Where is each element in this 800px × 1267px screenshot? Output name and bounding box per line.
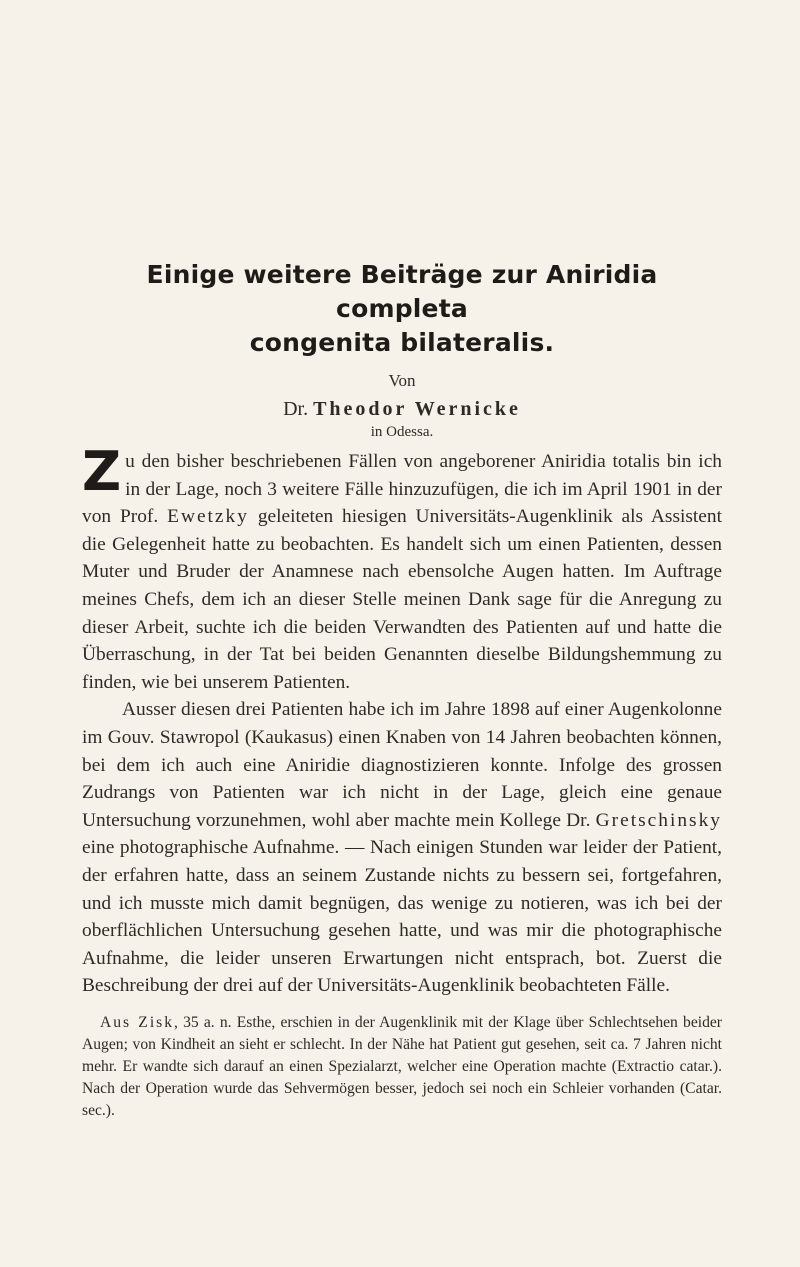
paragraph-1-text-a: u den bisher beschriebenen Fällen von angeborener Aniridia totalis bin ich in der Lage, noch 3 weitere Fälle hinzuzufügen, die ich im April 1901 in der von Prof. [82,451,722,528]
case-paragraph [82,1012,722,1122]
article-body [82,440,722,1000]
paragraph-2 [82,696,722,1000]
paragraph-1 [82,440,722,696]
author-prefix: Dr. [283,398,309,420]
name-ewetzky: Ewetzky [167,506,249,528]
paragraph-2-text-b: eine photographische Aufnahme. — Nach einigen Stunden war leider der Patient, der erfahren hatte, dass an seinem Zustande nichts zu bessern sei, fortgefahren, und ich musste mich damit begnügen, das wenige zu notieren, was ich bei der oberflächlichen Untersuchung gesehen hatte, und was mir die photographische Aufnahme, die leider unseren Erwartungen nicht entsprach, bot. Zuerst die Beschreibung der drei auf der Universitäts-Augenklinik beobachteten Fälle. [82,837,722,997]
author-name: Theodor Wernicke [313,398,521,420]
case-text: , 35 a. n. Esthe, erschien in der Augenklinik mit der Klage über Schlechtsehen beider Augen; von Kindheit an sieht er schlecht. In der Nähe hat Patient gut gesehen, seit ca. 7 Jahren nicht mehr. Er wandte sich darauf an einen Spezialarzt, welcher eine Operation machte (Extractio catar.). Nach der Operation wurde das Sehvermögen besser, jedoch sei noch ein Schleier vorhanden (Catar. sec.). [82,1013,722,1119]
case-report [82,1012,722,1122]
paragraph-1-text-b: geleiteten hiesigen Universitäts-Augenklinik als Assistent die Gelegenheit hatte zu beobachten. Es handelt sich um einen Patienten, dessen Muter und Bruder der Anamnese nach ebensolche Augen hatten. Im Auftrage meines Chefs, dem ich an dieser Stelle meinen Dank sage für die Anregung zu dieser Arbeit, suchte ich die beiden Verwandten des Patienten auf und hatte die Überraschung, in der Tat bei beiden Genannten dieselbe Bildungshemmung zu finden, wie bei unserem Patienten. [82,506,722,693]
article-title [82,258,722,360]
paragraph-2-text-a: Ausser diesen drei Patienten habe ich im Jahre 1898 auf einer Augenkolonne im Gouv. Stawropol (Kaukasus) einen Knaben von 14 Jahren beobachten können, bei dem ich auch eine Aniridie diagnostizieren konnte. Infolge des grossen Zudrangs von Patienten war ich nicht in der Lage, gleich eine genaue Untersuchung vorzunehmen, wohl aber machte mein Kollege Dr. [82,699,722,831]
drop-cap: Z [82,440,122,503]
author-line [82,396,722,422]
name-gretschinsky: Gretschinsky [595,809,722,831]
byline-von: Von [388,371,416,390]
article-page [82,258,722,1122]
title-line-2: congenita bilateralis. [249,328,555,357]
author-place: in Odessa. [370,424,434,440]
case-name: Aus Zisk [100,1013,175,1031]
title-line-1: Einige weitere Beiträge zur Aniridia completa [146,260,658,323]
